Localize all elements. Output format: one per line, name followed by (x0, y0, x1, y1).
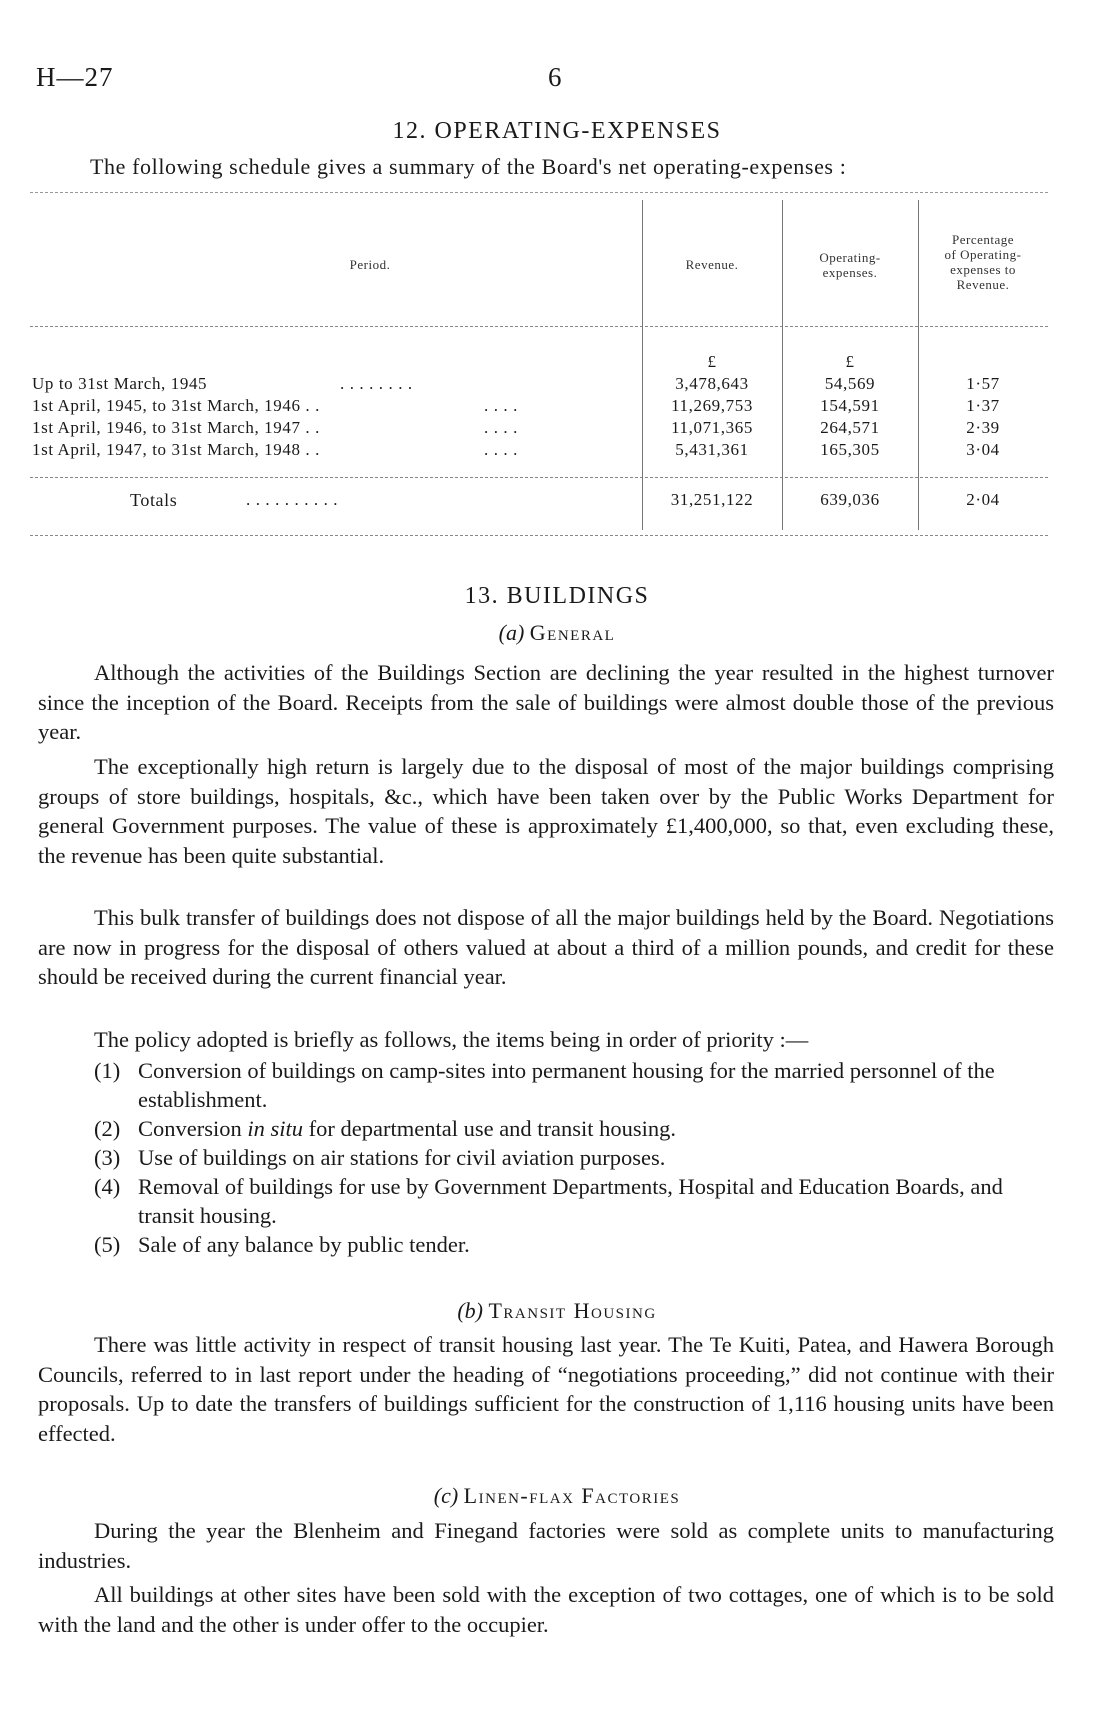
totals-revenue: 31,251,122 (670, 490, 754, 509)
row-period: 1st April, 1945, to 31st March, 1946 . . (32, 396, 320, 415)
row-expenses: 154,591 (820, 396, 880, 415)
list-item: (3) Use of buildings on air stations for civil aviation purposes. (94, 1145, 666, 1170)
row-period: Up to 31st March, 1945 (32, 374, 208, 393)
row-revenue: 11,269,753 (671, 396, 753, 415)
paragraph: Although the activities of the Buildings Section are declining the year resulted in the highest turnover since the inception of the Board. Receipts from the sale of buildings were almost double those of the previous year. (38, 660, 1054, 744)
row-expenses: 54,569 (824, 374, 876, 393)
paragraph: There was little activity in respect of transit housing last year. The Te Kuiti, Patea, and Hawera Borough Councils, referred to in last report under the heading of “negotiations proceeding,” did not continue with their proposals. Up to date the transfers of buildings sufficient for the construction of 1,116 housing units have been effected. (38, 1332, 1054, 1446)
section-12-title: 12. OPERATING-EXPENSES (392, 118, 722, 144)
col-header-percentage: Percentage of Operating- expenses to Revenue. (944, 232, 1022, 292)
col-header-operating-expenses: Operating- expenses. (819, 250, 881, 280)
row-period: 1st April, 1947, to 31st March, 1948 . . (32, 440, 320, 459)
subsection-general-heading: (a) General (498, 620, 616, 645)
list-item: (5) Sale of any balance by public tender. (94, 1232, 470, 1257)
table-bottom-rule (30, 535, 1048, 536)
col-header-revenue: Revenue. (685, 257, 739, 272)
col-header-period: Period. (349, 257, 391, 272)
currency-symbol: £ (707, 352, 717, 371)
row-leader-dots: . . . . (484, 418, 518, 437)
row-leader-dots: . . . . . . . . (340, 374, 413, 393)
totals-label: Totals (130, 490, 178, 510)
paragraph: During the year the Blenheim and Finegand factories were sold as complete units to manufacturing industries. (38, 1518, 1054, 1573)
paragraph: The exceptionally high return is largely due to the disposal of most of the major buildings comprising groups of store buildings, hospitals, &c., which have been taken over by the Public Works Department for general Government purposes. The value of these is approximately £1,400,000, so that, even excluding these, the revenue has been quite substantial. (38, 754, 1054, 868)
row-leader-dots: . . . . (484, 396, 518, 415)
paragraph: The policy adopted is briefly as follows, the items being in order of priority :— (94, 1027, 809, 1052)
row-period: 1st April, 1946, to 31st March, 1947 . . (32, 418, 320, 437)
row-leader-dots: . . . . (484, 440, 518, 459)
row-revenue: 11,071,365 (671, 418, 753, 437)
subsection-linen-heading: (c) Linen-flax Factories (433, 1483, 681, 1508)
page-number: 6 (548, 62, 562, 92)
section-12-intro: The following schedule gives a summary of the Board's net operating-expenses : (90, 154, 847, 179)
currency-symbol: £ (845, 352, 855, 371)
list-item: (2) Conversion in situ for departmental use and transit housing. (94, 1116, 677, 1141)
list-item: (1) Conversion of buildings on camp-sites into permanent housing for the married personnel of the establishment. (94, 1058, 995, 1112)
row-percentage: 1·57 (966, 374, 1000, 393)
row-percentage: 3·04 (966, 440, 1000, 459)
row-revenue: 3,478,643 (675, 374, 749, 393)
table-totals-rule (30, 477, 1048, 478)
subsection-transit-heading: (b) Transit Housing (457, 1298, 657, 1323)
row-percentage: 1·37 (966, 396, 1000, 415)
paragraph: All buildings at other sites have been sold with the exception of two cottages, one of which is to be sold with the land and the other is under offer to the occupier. (38, 1582, 1054, 1637)
row-percentage: 2·39 (966, 418, 1000, 437)
page-reference: H—27 (36, 62, 114, 92)
row-expenses: 264,571 (820, 418, 880, 437)
totals-leader-dots: . . . . . . . . . . (246, 490, 339, 509)
section-13-title: 13. BUILDINGS (464, 583, 650, 609)
row-revenue: 5,431,361 (675, 440, 749, 459)
row-expenses: 165,305 (820, 440, 880, 459)
totals-percentage: 2·04 (966, 490, 1000, 509)
table-header-rule (30, 326, 1048, 327)
list-item: (4) Removal of buildings for use by Government Departments, Hospital and Education Boards, and transit housing. (94, 1174, 1003, 1228)
totals-expenses: 639,036 (820, 490, 880, 509)
table-top-rule (30, 192, 1048, 193)
paragraph: This bulk transfer of buildings does not dispose of all the major buildings held by the Board. Negotiations are now in progress for the disposal of others valued at about a third of a million pounds, and credit for these should be received during the current financial year. (38, 905, 1054, 989)
